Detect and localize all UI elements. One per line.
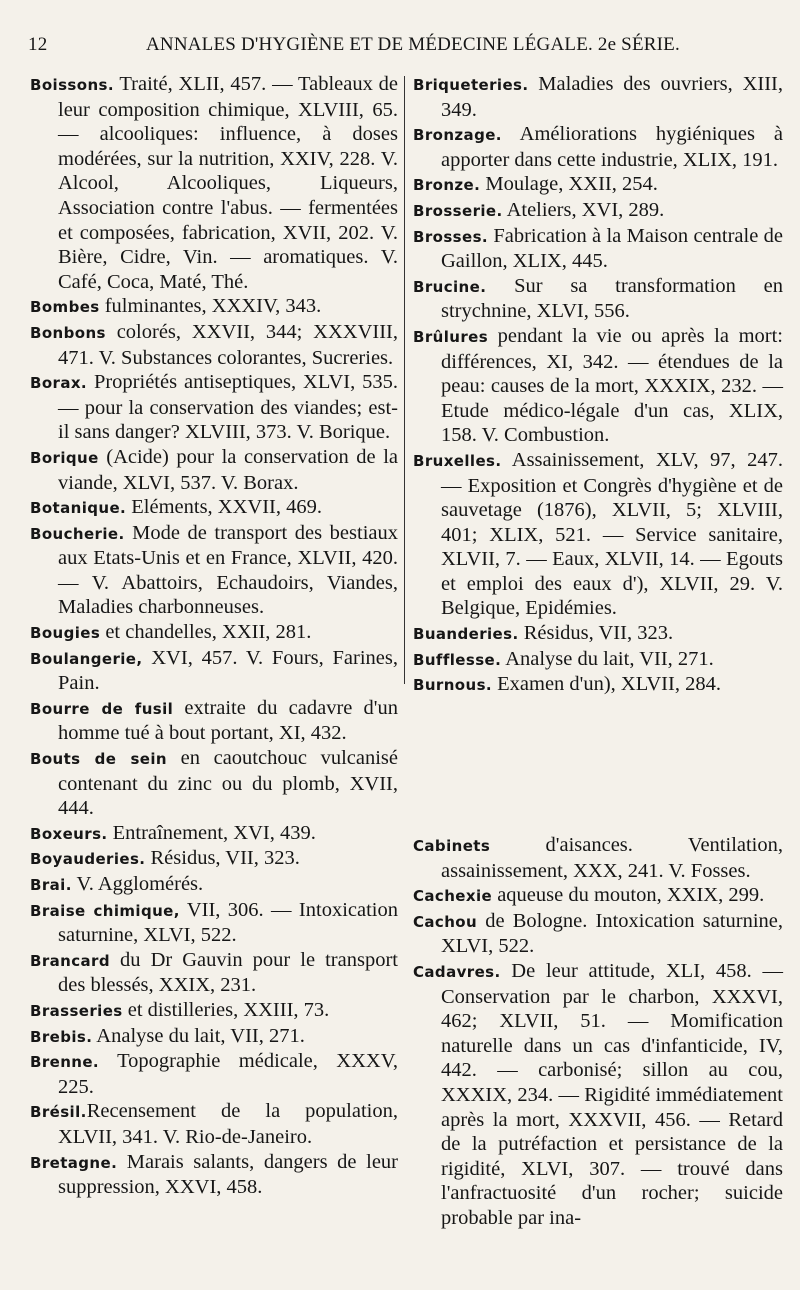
- entry-text: Marais salants, dangers de leur suppression, XXVI, 458.: [58, 1150, 398, 1199]
- entry-text: De leur attitude, XLI, 458. — Conservation par le charbon, XXXVI, 462; XLVII, 51. — Momification naturelle dans un cas d'infanticide, IV, 442. — carbonisé; sillon au cou, XXXIX, 234. — Rigidité immédiatement après la mort, XXXVII, 456. — Retard de la putréfaction et persistance de la rigidité, XLVI, 307. — trouvé dans l'anfractuosité d'un rocher; suicide probable par ina-: [441, 959, 783, 1229]
- entry-text: (Acide) pour la conservation de la viande, XLVI, 537. V. Borax.: [58, 445, 398, 494]
- index-entry: [413, 448, 783, 621]
- entry-headword: Bruxelles.: [413, 451, 502, 470]
- entry-text: en caoutchouc vulcanisé contenant du zinc ou du plomb, XVII, 444.: [58, 747, 398, 820]
- entry-headword: Braise chimique,: [30, 901, 180, 920]
- entry-headword: Bougies: [30, 624, 101, 643]
- entry-headword: Buanderies.: [413, 625, 519, 644]
- entry-text: Maladies des ouvriers, XIII, 349.: [441, 73, 783, 121]
- entry-text: Analyse du lait, VII, 271.: [92, 1024, 305, 1047]
- entry-text: Examen d'un), XLVII, 284.: [492, 673, 721, 696]
- index-entry: [30, 998, 398, 1024]
- index-entry: [413, 198, 783, 224]
- entry-headword: Briqueteries.: [413, 76, 529, 94]
- entry-headword: Boxeurs.: [30, 824, 108, 843]
- entry-headword: Brosses.: [413, 227, 488, 246]
- entry-text: Moulage, XXII, 254.: [480, 173, 658, 196]
- entry-headword: Bronzage.: [413, 126, 502, 145]
- index-entry: [413, 122, 783, 172]
- entry-text: et distilleries, XXIII, 73.: [122, 998, 330, 1021]
- entry-text: VII, 306. — Intoxication saturnine, XLVI, 522.: [58, 898, 398, 947]
- right-column: [413, 72, 783, 698]
- entry-headword: Brai.: [30, 876, 72, 894]
- index-entry: [30, 320, 398, 370]
- index-entry: [413, 72, 783, 122]
- index-entry: [30, 948, 398, 998]
- entry-headword: Brésil.: [30, 1103, 87, 1122]
- entry-headword: Bronze.: [413, 176, 481, 195]
- index-entry: [30, 521, 398, 620]
- entry-headword: Brosserie.: [413, 201, 503, 220]
- running-head: ANNALES D'HYGIÈNE ET DE MÉDECINE LÉGALE. 2e SÉRIE.: [146, 34, 680, 55]
- entry-text: Fabrication à la Maison centrale de Gaillon, XLIX, 445.: [441, 224, 783, 273]
- entry-text: Topographie médicale, XXXV, 225.: [58, 1050, 398, 1098]
- entry-headword: Boyauderies.: [30, 850, 146, 869]
- index-entry: [413, 647, 783, 673]
- entry-headword: Cachou: [413, 912, 478, 931]
- entry-text: colorés, XXVII, 344; XXXVIII, 471. V. Substances colorantes, Sucreries.: [58, 320, 398, 369]
- index-entry: [413, 672, 783, 698]
- column-divider: [404, 76, 405, 684]
- index-entry: [30, 1024, 398, 1050]
- entry-text: Résidus, VII, 323.: [145, 847, 300, 870]
- index-entry: [30, 646, 398, 696]
- entry-headword: Boissons.: [30, 76, 114, 94]
- entry-headword: Bouts de sein: [30, 750, 167, 769]
- index-entry: [413, 909, 783, 959]
- entry-text: Traité, XLII, 457. — Tableaux de leur composition chimique, XLVIII, 65. — alcooliques: influence, à doses modérées, sur la nutrition, XXIV, 228. V. Alcool, Alcooliques, Liqueurs, Association contre l'abus. — fermentées et composées, fabrication, XVII, 202. V. Bière, Cidre, Vin. — aromatiques. V. Café, Coca, Maté, Thé.: [58, 73, 398, 293]
- entry-text: du Dr Gauvin pour le transport des blessés, XXIX, 231.: [58, 948, 398, 997]
- entry-headword: Brucine.: [413, 277, 487, 296]
- index-entry: [413, 224, 783, 274]
- entry-text: Améliorations hygiéniques à apporter dans cette industrie, XLIX, 191.: [441, 123, 783, 171]
- entry-headword: Brebis.: [30, 1027, 93, 1046]
- index-entry: [413, 959, 783, 1231]
- entry-text: de Bologne. Intoxication saturnine, XLVI, 522.: [441, 909, 783, 958]
- left-column: [30, 72, 398, 1200]
- entry-headword: Brûlures: [413, 327, 489, 346]
- entry-text: et chandelles, XXII, 281.: [100, 621, 312, 644]
- index-entry: [30, 1049, 398, 1099]
- entry-headword: Cadavres.: [413, 962, 501, 981]
- index-entry: [413, 172, 783, 198]
- entry-text: Recensement de la population, XLVII, 341. V. Rio-de-Janeiro.: [58, 1100, 398, 1148]
- index-entry: [30, 1150, 398, 1200]
- page-header: [28, 34, 780, 64]
- entry-text: fulminantes, XXXIV, 343.: [99, 295, 322, 318]
- index-entry: [413, 621, 783, 647]
- index-entry: [413, 274, 783, 324]
- index-entry: [30, 1099, 398, 1149]
- index-entry: [30, 696, 398, 746]
- entry-text: XVI, 457. V. Fours, Farines, Pain.: [58, 646, 398, 695]
- index-entry: [30, 898, 398, 948]
- entry-headword: Brasseries: [30, 1001, 123, 1020]
- entry-headword: Boucherie.: [30, 524, 125, 543]
- index-entry: [30, 846, 398, 872]
- entry-headword: Cabinets: [413, 837, 491, 855]
- index-entry: [413, 833, 783, 883]
- entry-headword: Burnous.: [413, 676, 492, 695]
- entry-text: Analyse du lait, VII, 271.: [501, 647, 714, 670]
- index-entry: [30, 872, 398, 898]
- entry-text: Résidus, VII, 323.: [518, 622, 674, 645]
- entry-headword: Bourre de fusil: [30, 699, 174, 718]
- entry-headword: Brancard: [30, 951, 110, 970]
- entry-text: d'aisances. Ventilation, assainissement, XXX, 241. V. Fosses.: [441, 834, 783, 882]
- entry-headword: Borax.: [30, 374, 88, 393]
- entry-text: Propriétés antiseptiques, XLVI, 535. — pour la conservation des viandes; est-il sans danger? XLVIII, 373. V. Borique.: [58, 371, 398, 444]
- entry-text: Assainissement, XLV, 97, 247. — Exposition et Congrès d'hygiène et de sauvetage (1876), XLVII, 5; XLVIII, 401; XLIX, 521. — Service sanitaire, XLVII, 7. — Eaux, XLVII, 14. — Egouts et emploi des eaux d'), XLVII, 29. V. Belgique, Epidémies.: [441, 448, 783, 620]
- right-column-c-section: [413, 833, 783, 1231]
- entry-headword: Bombes: [30, 298, 100, 317]
- entry-headword: Cachexie: [413, 887, 493, 906]
- index-entry: [30, 294, 398, 320]
- entry-text: Entraînement, XVI, 439.: [107, 821, 316, 844]
- entry-headword: Bretagne.: [30, 1153, 118, 1172]
- index-entry: [30, 495, 398, 521]
- entry-headword: Borique: [30, 448, 99, 467]
- entry-text: Ateliers, XVI, 289.: [502, 198, 665, 221]
- entry-text: V. Agglomérés.: [71, 873, 204, 895]
- entry-text: extraite du cadavre d'un homme tué à bout portant, XI, 432.: [58, 696, 398, 745]
- index-entry: [30, 821, 398, 847]
- index-entry: [30, 620, 398, 646]
- entry-text: Sur sa transformation en strychnine, XLVI, 556.: [441, 274, 783, 323]
- page-number: 12: [28, 34, 48, 55]
- entry-headword: Bonbons: [30, 323, 106, 342]
- entry-headword: Botanique.: [30, 499, 127, 518]
- index-entry: [30, 746, 398, 821]
- entry-headword: Bufflesse.: [413, 650, 502, 669]
- index-entry: [413, 324, 783, 448]
- entry-text: Eléments, XXVII, 469.: [126, 496, 322, 519]
- entry-text: aqueuse du mouton, XXIX, 299.: [492, 884, 765, 907]
- entry-headword: Brenne.: [30, 1053, 100, 1072]
- index-entry: [30, 370, 398, 445]
- index-entry: [30, 445, 398, 495]
- index-entry: [413, 883, 783, 909]
- entry-text: Mode de transport des bestiaux aux Etats-Unis et en France, XLVII, 420. — V. Abattoirs, Echaudoirs, Viandes, Maladies charbonneuses.: [58, 521, 398, 619]
- entry-headword: Boulangerie,: [30, 649, 143, 668]
- index-entry: [30, 72, 398, 294]
- entry-text: pendant la vie ou après la mort: différences, XI, 342. — étendues de la peau: causes de la mort, XXXIX, 232. — Etude médico-légale d'un cas, XLIX, 158. V. Combustion.: [441, 324, 783, 447]
